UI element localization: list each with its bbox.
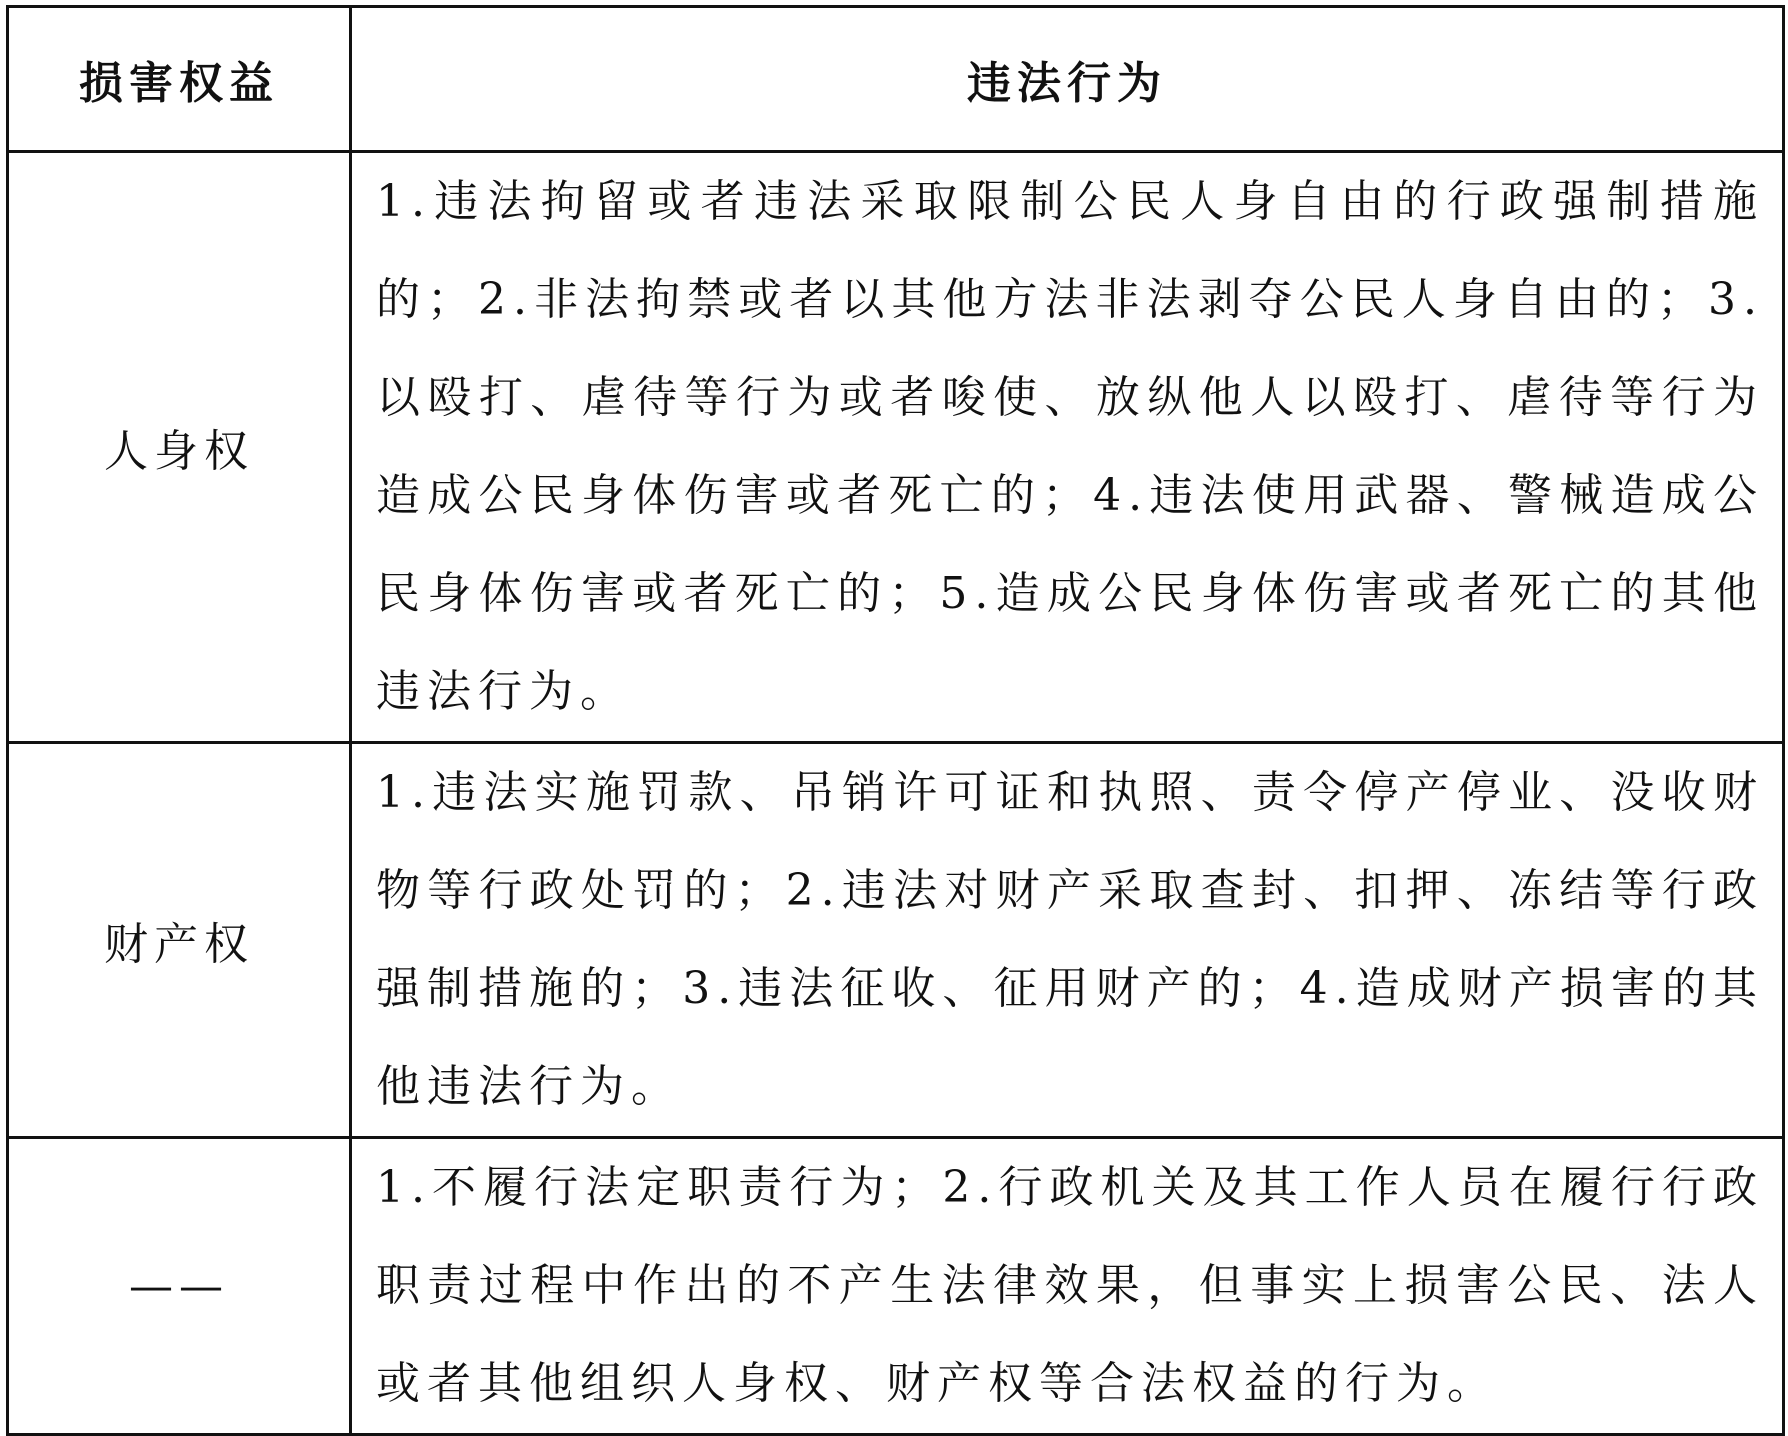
table-row <box>8 743 1784 1138</box>
row-right-label: 财产权 <box>8 743 351 1138</box>
rights-violations-table <box>6 5 1785 1436</box>
header-illegal-acts: 违法行为 <box>351 7 1784 152</box>
table-row <box>8 1138 1784 1435</box>
header-damaged-rights: 损害权益 <box>8 7 351 152</box>
row-acts-text: 1.违法拘留或者违法采取限制公民人身自由的行政强制措施的；2.非法拘禁或者以其他方法非法剥夺公民人身自由的；3.以殴打、虐待等行为或者唆使、放纵他人以殴打、虐待等行为造成公民身体伤害或者死亡的；4.违法使用武器、警械造成公民身体伤害或者死亡的；5.造成公民身体伤害或者死亡的其他违法行为。 <box>351 152 1784 743</box>
row-right-label: —— <box>8 1138 351 1435</box>
row-acts-text: 1.不履行法定职责行为；2.行政机关及其工作人员在履行行政职责过程中作出的不产生法律效果，但事实上损害公民、法人或者其他组织人身权、财产权等合法权益的行为。 <box>351 1138 1784 1435</box>
row-right-label: 人身权 <box>8 152 351 743</box>
table-row <box>8 152 1784 743</box>
row-acts-text: 1.违法实施罚款、吊销许可证和执照、责令停产停业、没收财物等行政处罚的；2.违法对财产采取查封、扣押、冻结等行政强制措施的；3.违法征收、征用财产的；4.造成财产损害的其他违法行为。 <box>351 743 1784 1138</box>
table-header-row <box>8 7 1784 152</box>
